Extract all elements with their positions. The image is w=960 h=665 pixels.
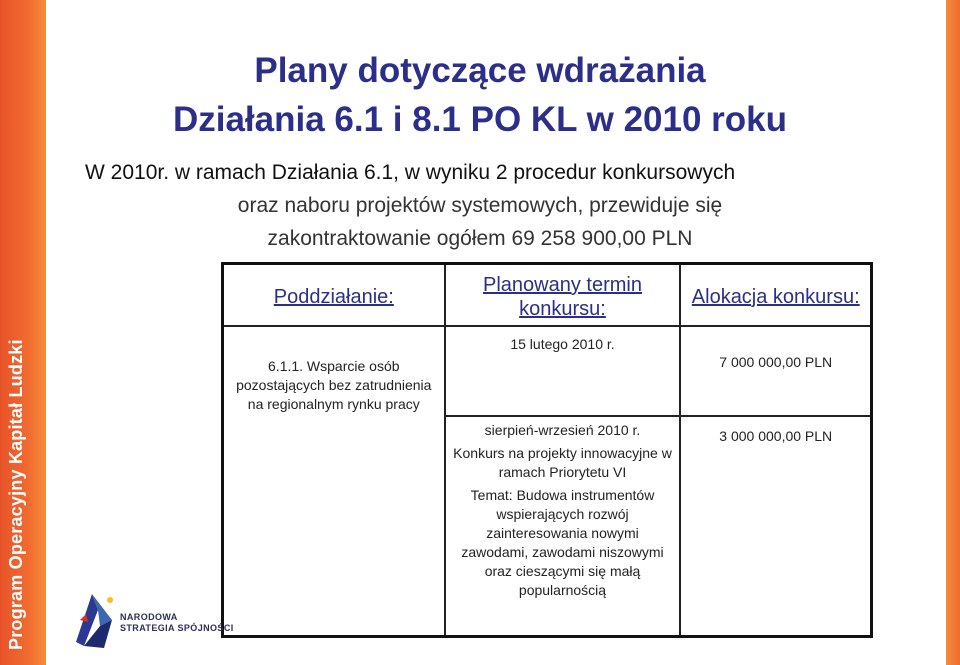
header-subaction: Poddziałanie: (223, 264, 445, 326)
table-row (223, 326, 872, 416)
intro-line2: oraz naboru projektów systemowych, przewiduje się (237, 194, 723, 217)
allocation-1: 7 000 000,00 PLN (719, 353, 833, 370)
side-band (0, 0, 46, 665)
side-band-label: Program Operacyjny Kapitał Ludzki (6, 339, 26, 650)
table-header-row (223, 264, 872, 326)
nss-logo-line2: STRATEGIA SPÓJNOŚCI (120, 623, 234, 633)
subaction-text: 6.1.1. Wsparcie osób pozostających bez zatrudnienia na regionalnym rynku pracy (236, 357, 432, 412)
note-1: Konkurs na projekty innowacyjne w ramach Priorytetu VI (453, 444, 672, 480)
competition-table (221, 262, 873, 638)
date-1: 15 lutego 2010 r. (510, 335, 615, 352)
intro-line1: W 2010r. w ramach Działania 6.1, w wyniku 2 procedur konkursowych (85, 161, 736, 184)
note-2: Temat: Budowa instrumentów wspierających rozwój zainteresowania nowymi zawodami, zawodami niszowymi oraz cieszącymi się małą popularnością (461, 486, 664, 598)
date-cell-2 (445, 416, 681, 637)
allocation-cell-1 (680, 326, 871, 416)
intro-line3: zakontraktowanie ogółem 69 258 900,00 PLN (267, 227, 693, 250)
date-cell-1 (445, 326, 681, 416)
page-title-line1: Plany dotyczące wdrażania (254, 51, 706, 90)
header-allocation: Alokacja konkursu: (680, 264, 871, 326)
nss-logo-mark (70, 590, 118, 650)
header-date: Planowany termin konkursu: (445, 264, 681, 326)
right-band (946, 0, 960, 665)
nss-logo-text (120, 612, 234, 634)
nss-logo-line1: NARODOWA (120, 612, 178, 622)
nss-logo (70, 590, 234, 650)
allocation-2: 3 000 000,00 PLN (719, 427, 833, 444)
date-2: sierpień-wrzesień 2010 r. (484, 421, 641, 438)
subaction-cell (223, 326, 445, 637)
allocation-cell-2 (680, 416, 871, 637)
page-title-line2: Działania 6.1 i 8.1 PO KL w 2010 roku (172, 100, 788, 139)
